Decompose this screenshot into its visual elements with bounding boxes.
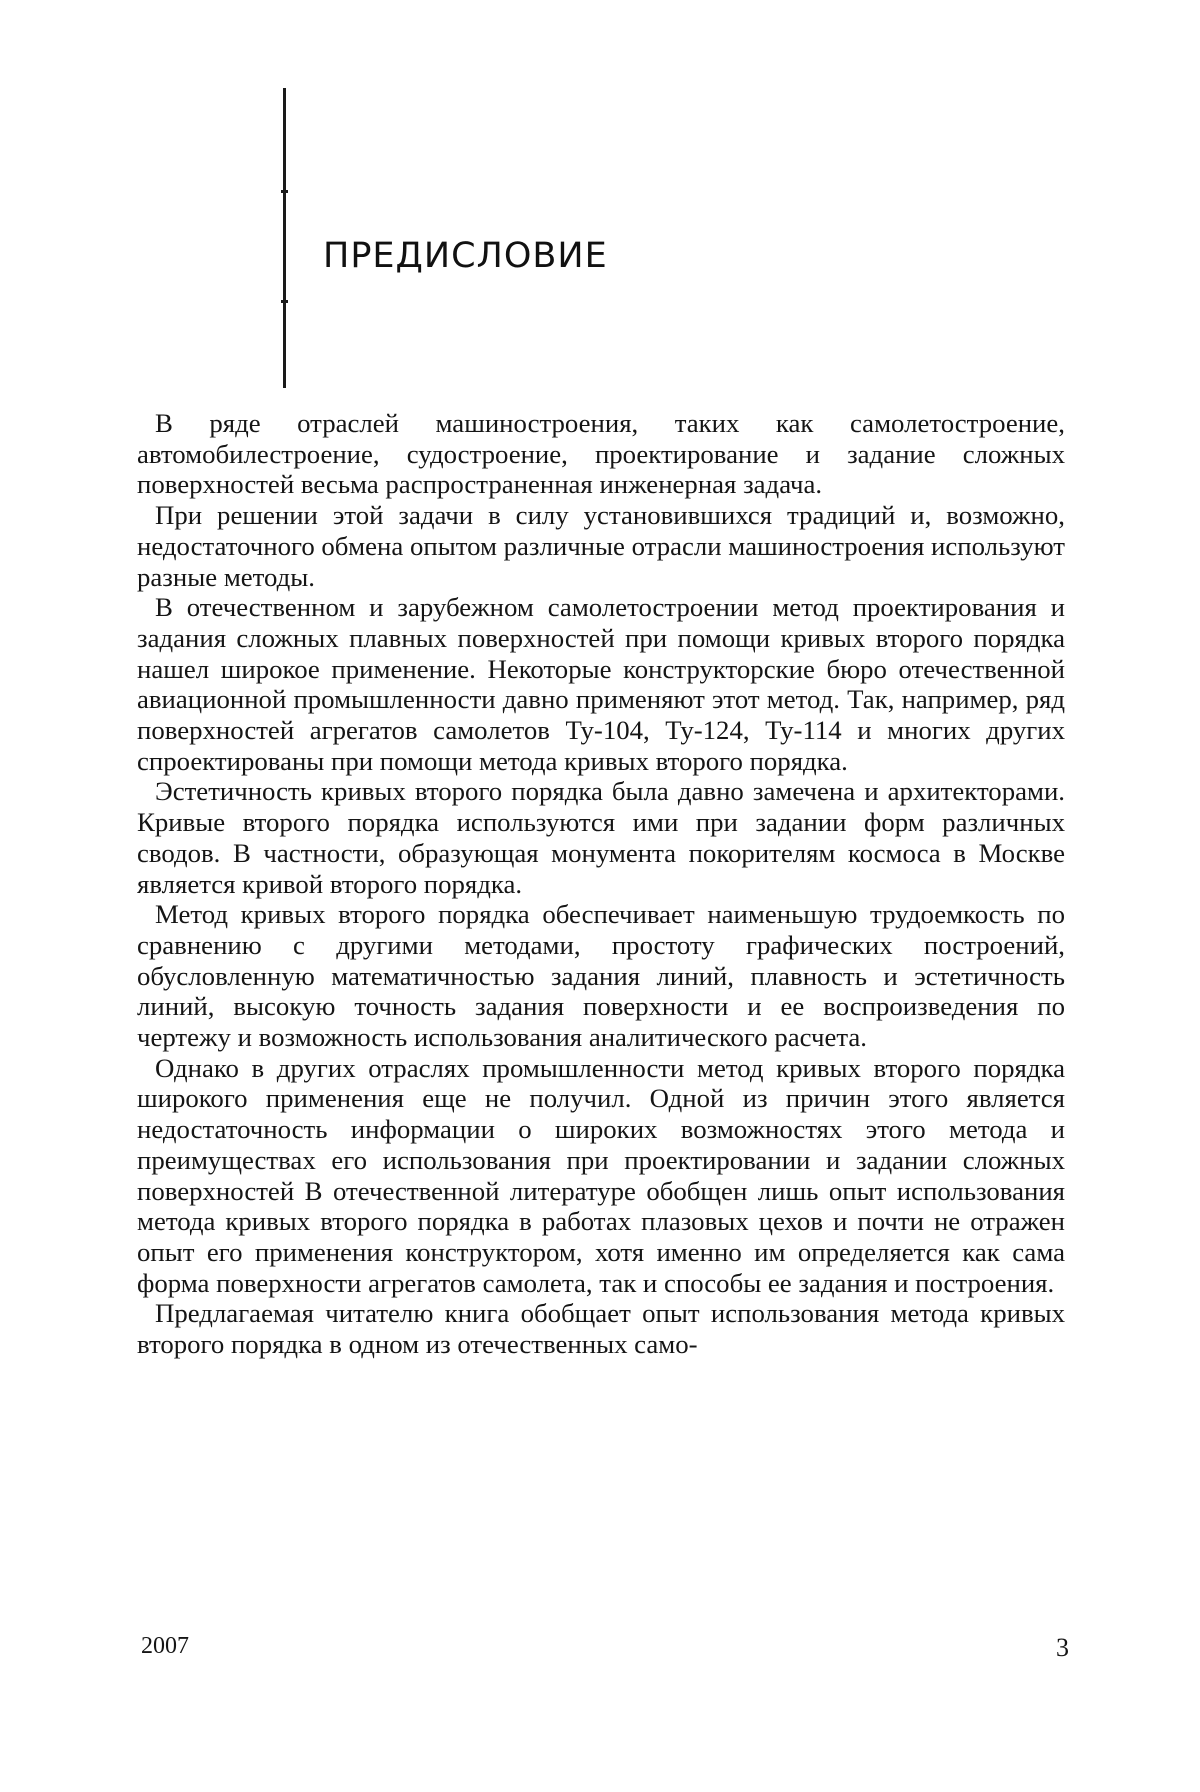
vertical-margin-rule (283, 88, 286, 388)
page-number: 3 (1056, 1633, 1069, 1662)
paragraph: Предлагаемая читателю книга обобщает опыт использования метода кривых второго порядка в одном из отечественных само- (137, 1298, 1065, 1360)
paragraph: Эстетичность кривых второго порядка была давно замечена и архитекторами. Кривые второго порядка используются ими при задании форм различных сводов. В частности, образующая монумента покорителям космоса в Москве является кривой второго порядка. (137, 776, 1065, 899)
margin-rule-tick (281, 300, 288, 303)
margin-rule-tick (281, 190, 288, 193)
body-text (137, 408, 1065, 1360)
footer-code: 2007 (141, 1633, 189, 1659)
chapter-heading: ПРЕДИСЛОВИЕ (323, 236, 608, 276)
paragraph: В отечественном и зарубежном самолетостроении метод проектирования и задания сложных плавных поверхностей при помощи кривых второго порядка нашел широкое применение. Некоторые конструкторские бюро отечественной авиационной промышленности давно применяют этот метод. Так, например, ряд поверхностей агрегатов самолетов Ту-104, Ту-124, Ту-114 и многих других спроектированы при помощи метода кривых второго порядка. (137, 592, 1065, 776)
paragraph: При решении этой задачи в силу установившихся традиций и, возможно, недостаточного обмена опытом различные отрасли машиностроения используют разные методы. (137, 500, 1066, 592)
paragraph: Метод кривых второго порядка обеспечивает наименьшую трудоемкость по сравнению с другими методами, простоту графических построений, обусловленную математичностью задания линий, плавность и эстетичность линий, высокую точность задания поверхности и ее воспроизведения по чертежу и возможность использования аналитического расчета. (137, 899, 1065, 1053)
paragraph: Однако в других отраслях промышленности метод кривых второго порядка широкого применения еще не получил. Одной из причин этого является недостаточность информации о широких возможностях этого метода и преимуществах его использования при проектировании и задании сложных поверхностей В отечественной литературе обобщен лишь опыт использования метода кривых второго порядка в работах плазовых цехов и почти не отражен опыт его применения конструктором, хотя именно им определяется как сама форма поверхности агрегатов самолета, так и способы ее задания и построения. (137, 1052, 1065, 1298)
paragraph: В ряде отраслей машиностроения, таких как самолетостроение, автомобилестроение, судостроение, проектирование и задание сложных поверхностей весьма распространенная инженерная задача. (137, 408, 1065, 500)
